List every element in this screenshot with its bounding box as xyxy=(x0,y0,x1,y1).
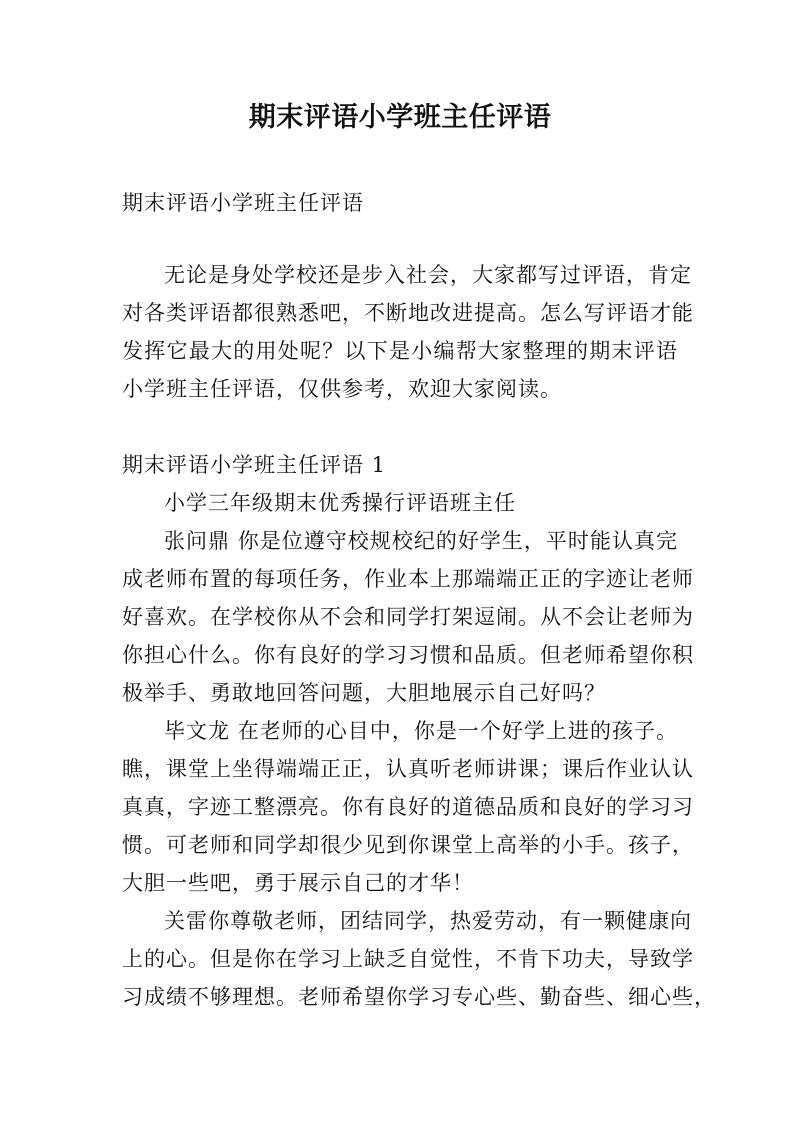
comment-line: 习成绩不够理想。老师希望你学习专心些、勤奋些、细心些， xyxy=(122,985,716,1009)
subtitle: 期末评语小学班主任评语 xyxy=(122,191,364,215)
intro-line: 无论是身处学校还是步入社会，大家都写过评语，肯定 xyxy=(164,263,692,287)
comment-line: 关雷你尊敬老师，团结同学，热爱劳动，有一颗健康向 xyxy=(164,909,692,933)
intro-line: 发挥它最大的用处呢？以下是小编帮大家整理的期末评语 xyxy=(122,339,678,363)
intro-line: 小学班主任评语，仅供参考，欢迎大家阅读。 xyxy=(122,377,562,401)
comment-line: 瞧，课堂上坐得端端正正，认真听老师讲课；课后作业认认 xyxy=(122,757,694,781)
comment-line: 大胆一些吧，勇于展示自己的才华！ xyxy=(122,871,474,895)
section-heading: 期末评语小学班主任评语 1 xyxy=(122,453,387,477)
section-subheading: 小学三年级期末优秀操行评语班主任 xyxy=(164,491,516,515)
document-title: 期末评语小学班主任评语 xyxy=(248,102,552,133)
comment-line: 上的心。但是你在学习上缺乏自觉性，不肯下功夫，导致学 xyxy=(122,947,694,971)
comment-line: 惯。可老师和同学却很少见到你课堂上高举的小手。孩子， xyxy=(122,833,694,857)
comment-line: 成老师布置的每项任务，作业本上那端端正正的字迹让老师 xyxy=(122,567,694,591)
comment-line: 极举手、勇敢地回答问题，大胆地展示自己好吗？ xyxy=(122,681,606,705)
comment-line: 好喜欢。在学校你从不会和同学打架逗闹。从不会让老师为 xyxy=(122,605,694,629)
intro-line: 对各类评语都很熟悉吧，不断地改进提高。怎么写评语才能 xyxy=(122,301,694,325)
comment-line: 毕文龙 在老师的心目中，你是一个好学上进的孩子。 xyxy=(164,719,678,743)
comment-line: 真真，字迹工整漂亮。你有良好的道德品质和良好的学习习 xyxy=(122,795,694,819)
comment-line: 张问鼎 你是位遵守校规校纪的好学生，平时能认真完 xyxy=(164,529,678,553)
comment-line: 你担心什么。你有良好的学习习惯和品质。但老师希望你积 xyxy=(122,643,694,667)
